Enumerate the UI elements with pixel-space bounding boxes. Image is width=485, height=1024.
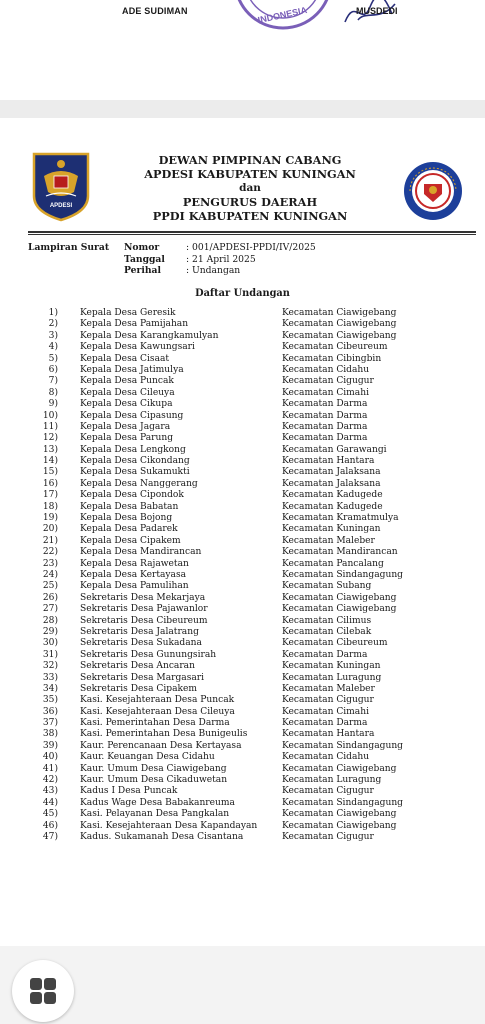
item-number: 28) (42, 615, 58, 626)
item-name: Kepala Desa Rajawetan (80, 558, 189, 569)
list-item (0, 684, 485, 695)
item-name: Kepala Desa Padarek (80, 524, 178, 535)
tanggal-value: : 21 April 2025 (186, 254, 256, 265)
item-name: Kepala Desa Mandirancan (80, 547, 202, 558)
list-item (0, 661, 485, 672)
item-kecamatan: Kecamatan Kuningan (282, 524, 381, 535)
item-name: Kaur. Umum Desa Cikaduwetan (80, 775, 228, 786)
item-number: 22) (42, 547, 58, 558)
item-name: Kepala Desa Cipondok (80, 490, 184, 501)
grid-apps-icon[interactable] (12, 960, 74, 1022)
list-item (0, 479, 485, 490)
item-name: Kepala Desa Pamulihan (80, 581, 189, 592)
item-kecamatan: Kecamatan Darma (282, 718, 368, 729)
item-name: Sekretaris Desa Gunungsirah (80, 649, 217, 660)
item-kecamatan: Kecamatan Jalaksana (282, 467, 381, 478)
item-kecamatan: Kecamatan Maleber (282, 683, 375, 694)
list-item (0, 388, 485, 399)
item-number: 18) (42, 501, 58, 512)
item-number: 23) (42, 558, 58, 569)
list-item (0, 422, 485, 433)
item-number: 41) (42, 763, 58, 774)
item-number: 44) (42, 797, 58, 808)
item-number: 19) (42, 513, 58, 524)
item-number: 12) (42, 433, 58, 444)
item-number: 13) (42, 444, 58, 455)
list-item (0, 490, 485, 501)
item-name: Kadus. Sukamanah Desa Cisantana (80, 831, 244, 842)
item-name: Kadus I Desa Puncak (80, 786, 178, 797)
header-line-2: APDESI KABUPATEN KUNINGAN (144, 167, 356, 181)
item-name: Kepala Desa Pamijahan (80, 319, 189, 330)
header-rule-thin (28, 234, 476, 235)
list-item (0, 832, 485, 843)
item-kecamatan: Kecamatan Hantara (282, 729, 375, 740)
item-kecamatan: Kecamatan Cibeureum (282, 342, 388, 353)
item-name: Kepala Desa Kertayasa (80, 569, 187, 580)
item-kecamatan: Kecamatan Cigugur (282, 376, 374, 387)
item-name: Kepala Desa Cikondang (80, 456, 190, 467)
item-name: Kepala Desa Karangkamulyan (80, 330, 219, 341)
list-item (0, 638, 485, 649)
list-item (0, 809, 485, 820)
item-kecamatan: Kecamatan Ciawigebang (282, 820, 397, 831)
item-name: Kepala Desa Jagara (80, 421, 171, 432)
list-item (0, 559, 485, 570)
list-item (0, 786, 485, 797)
item-number: 25) (42, 581, 58, 592)
nomor-value: : 001/APDESI-PPDI/IV/2025 (186, 242, 316, 253)
list-item (0, 331, 485, 342)
list-item (0, 718, 485, 729)
item-kecamatan: Kecamatan Subang (282, 581, 372, 592)
item-name: Kepala Desa Kawungsari (80, 342, 195, 353)
item-name: Kepala Desa Parung (80, 433, 174, 444)
item-number: 10) (42, 410, 58, 421)
item-name: Sekretaris Desa Margasari (80, 672, 205, 683)
list-item (0, 502, 485, 513)
item-name: Kepala Desa Lengkong (80, 444, 186, 455)
invitee-list (0, 308, 485, 843)
header-line-4: PENGURUS DAERAH (182, 195, 318, 209)
item-kecamatan: Kecamatan Ciawigebang (282, 308, 397, 318)
list-title: Daftar Undangan (195, 288, 290, 299)
item-number: 3) (48, 330, 58, 341)
item-number: 43) (42, 786, 58, 797)
item-number: 8) (48, 387, 58, 398)
item-name: Kepala Desa Jatimulya (80, 364, 184, 375)
list-item (0, 354, 485, 365)
perihal-label: Perihal (124, 265, 161, 276)
item-name: Kepala Desa Cileuya (80, 387, 175, 398)
item-kecamatan: Kecamatan Hantara (282, 456, 375, 467)
item-kecamatan: Kecamatan Cigugur (282, 695, 374, 706)
item-name: Kasi. Kesejahteraan Desa Puncak (80, 695, 235, 706)
item-number: 42) (42, 775, 58, 786)
item-number: 1) (48, 308, 58, 318)
item-number: 15) (42, 467, 58, 478)
item-name: Kasi. Pemerintahan Desa Bunigeulis (80, 729, 248, 740)
nomor-label: Nomor (124, 242, 160, 253)
item-kecamatan: Kecamatan Cigugur (282, 786, 374, 797)
list-item (0, 616, 485, 627)
item-kecamatan: Kecamatan Cilebak (282, 626, 372, 637)
item-name: Kasi. Kesejahteraan Desa Kapandayan (80, 820, 258, 831)
item-kecamatan: Kecamatan Darma (282, 421, 368, 432)
item-kecamatan: Kecamatan Kramatmulya (282, 513, 399, 524)
header-line-3: dan (239, 182, 261, 194)
item-kecamatan: Kecamatan Garawangi (282, 444, 387, 455)
item-kecamatan: Kecamatan Sindangagung (282, 569, 404, 580)
apdesi-logo (30, 150, 92, 222)
list-item (0, 775, 485, 786)
item-number: 5) (48, 353, 58, 364)
list-item (0, 467, 485, 478)
item-number: 27) (42, 604, 58, 615)
item-kecamatan: Kecamatan Jalaksana (282, 478, 381, 489)
item-kecamatan: Kecamatan Ciawigebang (282, 604, 397, 615)
list-item (0, 570, 485, 581)
list-item (0, 513, 485, 524)
list-item (0, 729, 485, 740)
item-kecamatan: Kecamatan Ciawigebang (282, 319, 397, 330)
item-name: Sekretaris Desa Jalatrang (80, 626, 199, 637)
item-name: Sekretaris Desa Ancaran (80, 661, 195, 672)
item-number: 24) (42, 569, 58, 580)
item-name: Kepala Desa Cipakem (80, 535, 181, 546)
item-number: 9) (48, 399, 58, 410)
item-name: Kadus Wage Desa Babakanreuma (80, 797, 235, 808)
signer-right-name: MUSDEDI (356, 6, 398, 16)
item-name: Kaur. Keuangan Desa Cidahu (80, 752, 215, 763)
item-kecamatan: Kecamatan Mandirancan (282, 547, 398, 558)
apdesi-logo-text: APDESI (49, 203, 73, 209)
document-page (0, 118, 485, 946)
item-number: 11) (42, 421, 58, 432)
list-item (0, 445, 485, 456)
item-kecamatan: Kecamatan Ciawigebang (282, 809, 397, 820)
item-name: Sekretaris Desa Pajawanlor (80, 604, 208, 615)
list-item (0, 752, 485, 763)
item-number: 29) (42, 626, 58, 637)
header-line-1: DEWAN PIMPINAN CABANG (158, 153, 342, 167)
item-kecamatan: Kecamatan Darma (282, 433, 368, 444)
item-number: 40) (42, 752, 58, 763)
item-name: Kasi. Kesejahteraan Desa Cileuya (80, 706, 235, 717)
signer-left-name: ADE SUDIMAN (122, 6, 188, 16)
item-number: 36) (42, 706, 58, 717)
lampiran-label: Lampiran Surat (28, 242, 110, 253)
item-name: Sekretaris Desa Cibeureum (80, 615, 208, 626)
item-number: 34) (42, 683, 58, 694)
page-gap (0, 100, 485, 118)
list-item (0, 319, 485, 330)
item-name: Kepala Desa Geresik (80, 308, 176, 318)
item-number: 35) (42, 695, 58, 706)
tanggal-label: Tanggal (124, 254, 165, 265)
item-kecamatan: Kecamatan Sindangagung (282, 740, 404, 751)
item-number: 31) (42, 649, 58, 660)
list-item (0, 821, 485, 832)
item-name: Kaur. Umum Desa Ciawigebang (80, 763, 227, 774)
item-kecamatan: Kecamatan Cibeureum (282, 638, 388, 649)
bottom-bar (0, 946, 485, 1024)
list-item (0, 365, 485, 376)
item-kecamatan: Kecamatan Kadugede (282, 490, 383, 501)
item-number: 17) (42, 490, 58, 501)
list-item (0, 524, 485, 535)
list-item (0, 581, 485, 592)
item-number: 46) (42, 820, 58, 831)
item-kecamatan: Kecamatan Maleber (282, 535, 375, 546)
list-item (0, 411, 485, 422)
item-kecamatan: Kecamatan Cigugur (282, 831, 374, 842)
item-name: Sekretaris Desa Cipakem (80, 683, 198, 694)
item-kecamatan: Kecamatan Luragung (282, 775, 382, 786)
item-name: Sekretaris Desa Sukadana (80, 638, 202, 649)
item-name: Kepala Desa Cipasung (80, 410, 184, 421)
item-kecamatan: Kecamatan Cidahu (282, 752, 370, 763)
item-number: 26) (42, 592, 58, 603)
item-name: Kepala Desa Cisaat (80, 353, 170, 364)
list-item (0, 695, 485, 706)
list-item (0, 456, 485, 467)
item-kecamatan: Kecamatan Cibingbin (282, 353, 382, 364)
item-number: 16) (42, 478, 58, 489)
item-name: Kepala Desa Cikupa (80, 399, 173, 410)
stamp-text-bottom: INDONESIA (256, 4, 308, 26)
official-stamp (228, 0, 338, 50)
item-kecamatan: Kecamatan Cilimus (282, 615, 372, 626)
list-item (0, 342, 485, 353)
list-item (0, 593, 485, 604)
item-number: 37) (42, 718, 58, 729)
list-item (0, 673, 485, 684)
item-name: Kepala Desa Puncak (80, 376, 174, 387)
item-name: Kepala Desa Babatan (80, 501, 179, 512)
item-kecamatan: Kecamatan Darma (282, 399, 368, 410)
item-name: Kasi. Pelayanan Desa Pangkalan (80, 809, 230, 820)
item-number: 45) (42, 809, 58, 820)
list-item (0, 707, 485, 718)
item-number: 14) (42, 456, 58, 467)
item-number: 47) (42, 831, 58, 842)
list-item (0, 604, 485, 615)
list-item (0, 399, 485, 410)
list-item (0, 650, 485, 661)
list-item (0, 741, 485, 752)
item-number: 4) (48, 342, 58, 353)
ppdi-logo (402, 160, 464, 222)
item-kecamatan: Kecamatan Darma (282, 649, 368, 660)
item-kecamatan: Kecamatan Ciawigebang (282, 592, 397, 603)
list-item (0, 627, 485, 638)
item-kecamatan: Kecamatan Cidahu (282, 364, 370, 375)
item-number: 39) (42, 740, 58, 751)
item-number: 30) (42, 638, 58, 649)
item-number: 6) (48, 364, 58, 375)
item-number: 21) (42, 535, 58, 546)
item-kecamatan: Kecamatan Luragung (282, 672, 382, 683)
list-item (0, 308, 485, 319)
list-item (0, 547, 485, 558)
item-name: Kaur. Perencanaan Desa Kertayasa (80, 740, 242, 751)
item-number: 7) (48, 376, 58, 387)
item-name: Kepala Desa Sukamukti (80, 467, 190, 478)
item-kecamatan: Kecamatan Kadugede (282, 501, 383, 512)
item-number: 32) (42, 661, 58, 672)
item-name: Kasi. Pemerintahan Desa Darma (80, 718, 230, 729)
item-kecamatan: Kecamatan Ciawigebang (282, 330, 397, 341)
previous-page-tail (0, 0, 485, 100)
item-kecamatan: Kecamatan Sindangagung (282, 797, 404, 808)
item-number: 33) (42, 672, 58, 683)
list-item (0, 433, 485, 444)
item-kecamatan: Kecamatan Darma (282, 410, 368, 421)
item-kecamatan: Kecamatan Ciawigebang (282, 763, 397, 774)
list-item (0, 798, 485, 809)
handwritten-signature (340, 0, 400, 32)
item-kecamatan: Kecamatan Cimahi (282, 706, 369, 717)
item-kecamatan: Kecamatan Pancalang (282, 558, 384, 569)
item-name: Kepala Desa Nanggerang (80, 478, 198, 489)
list-item (0, 536, 485, 547)
perihal-value: : Undangan (186, 265, 241, 276)
item-kecamatan: Kecamatan Cimahi (282, 387, 369, 398)
list-item (0, 764, 485, 775)
item-name: Sekretaris Desa Mekarjaya (80, 592, 206, 603)
header-rule-thick (28, 231, 476, 233)
item-kecamatan: Kecamatan Kuningan (282, 661, 381, 672)
item-number: 38) (42, 729, 58, 740)
header-line-5: PPDI KABUPATEN KUNINGAN (152, 209, 348, 223)
item-number: 20) (42, 524, 58, 535)
item-name: Kepala Desa Bojong (80, 513, 173, 524)
item-number: 2) (48, 319, 58, 330)
list-item (0, 376, 485, 387)
